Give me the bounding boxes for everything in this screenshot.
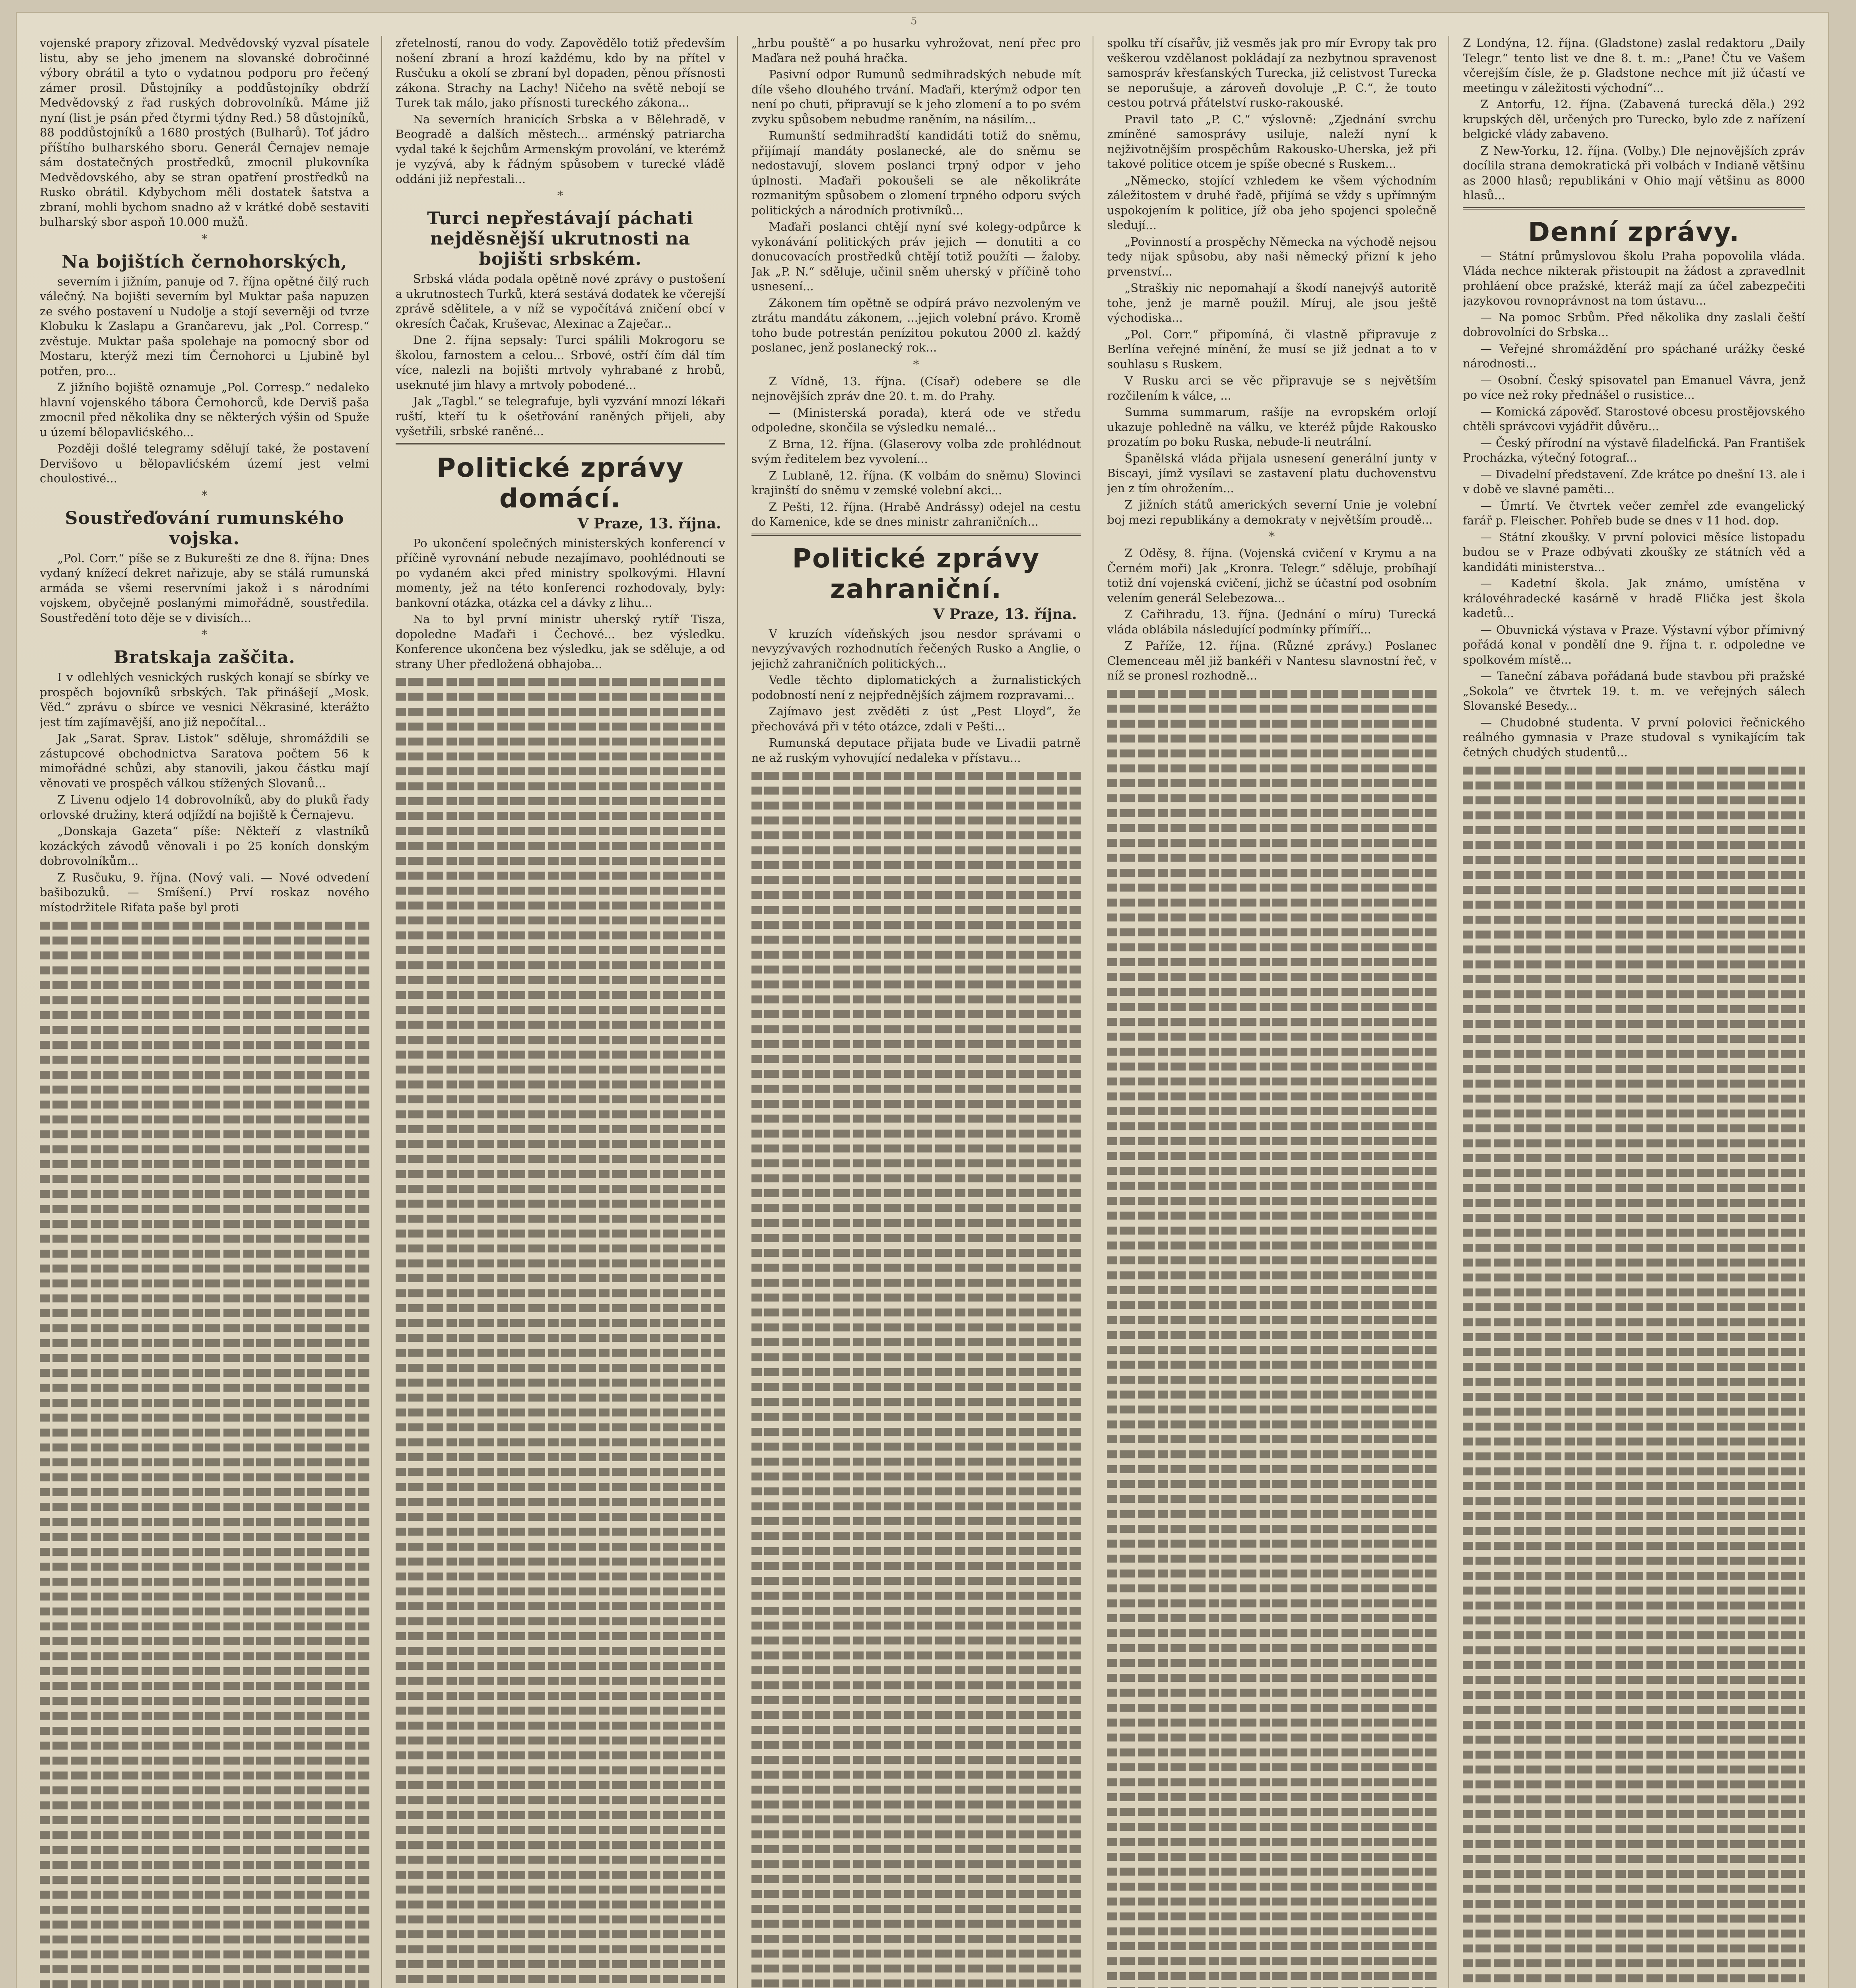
column-4 — [1107, 36, 1449, 1988]
article-paragraph: — Veřejné shromáždění pro spáchané urážky české národnosti... — [1463, 342, 1805, 370]
article-paragraph: „hrbu pouště“ a po husarku vyhrožovat, není přec pro Maďara než pouhá hračka. — [751, 36, 1081, 65]
article-paragraph: Španělská vláda přijala usnesení generální junty v Biscayi, jímž vysílavi se zastavení platu duchovenstvu jen z tím ohrožením... — [1107, 451, 1437, 495]
separator-star: * — [201, 628, 208, 642]
section-title: Politické zprávy zahraniční. — [792, 543, 1040, 604]
article-paragraph: Jak „Sarat. Sprav. Listok“ sděluje, shromáždili se zástupcové obchodnictva Saratova počtem 56 k mimořádné schůzi, aby stanovili, jakou částku mají věnovati ve prospěch válkou stížených Slovanů... — [40, 732, 369, 790]
article-paragraph: Z Brna, 12. října. (Glaserovy volba zde prohlédnout svým ředitelem bez vyvolení... — [751, 437, 1081, 466]
article-paragraph: zřetelností, ranou do vody. Zapovědělo totiž především nošení zbraní a hrozí každému, kdo by na přítel v Rusčuku a okolí se zbraní byl dopaden, pěnou přísnosti zákona. Strachy na Lachy! Ničeho na světě nebojí se Turek tak málo, jako přísnosti tureckého zákona... — [395, 36, 725, 109]
article-paragraph: „Straškiy nic nepomahají a škodí nanejvýš autoritě tohe, jenž je marně použil. Míruj, ale jsou ještě východiska... — [1107, 281, 1437, 324]
article-paragraph: Z Oděsy, 8. října. (Vojenská cvičení v Krymu a na Černém moři) Jak „Kronra. Telegr.“ sděluje, probíhají totiž dní vojenská cvičení, jichž se účastní pod osobním velením generál Selebezowa... — [1107, 546, 1437, 605]
article-paragraph: severním i jižním, panuje od 7. října opětné čilý ruch válečný. Na bojišti severním byl Muktar paša napuzen ze svého postavení u Nudolje a stojí severněji od tvrze Klobuku k Zaslapu a Grančarevu, jak „Pol. Corresp.“ zvěstuje. Muktar paša spolehaje na pomocný sbor od Mostaru, kterýž mezi tím Černohorci u Ljubině byl potřen, pro... — [40, 274, 369, 378]
columns — [40, 36, 1805, 1988]
article-paragraph: Z Livenu odjelo 14 dobrovolníků, aby do pluků řady orlovské družiny, která odjíždí na bojiště k Černajevu. — [40, 793, 369, 821]
article-paragraph: Zákonem tím opětně se odpírá právo nezvoleným ve ztrátu mandátu zákonem, ...jejich volební právo. Kromě toho bude potrestán penízitou pokutou 2000 zl. každý poslanec, jenž poslanecký rok... — [751, 296, 1081, 354]
article-paragraph: Z Lublaně, 12. října. (K volbám do sněmu) Slovinci krajinští do sněmu v zemské volební akci... — [751, 468, 1081, 497]
article-paragraph: V kruzích vídeňských jsou nesdor správami o nevyzývavých rozhodnutích řečených Rusko a Anglie, o jejichž zahraničních politických... — [751, 627, 1081, 670]
article-paragraph: Po ukončení společných ministerských konferencí v příčině vyrovnání nebude nezajímavo, poohlédnouti se po vydaném akci před ministry spolkovými. Hlavní momenty, jež na této konferenci rozhodovaly, byly: bankovní otázka, otázka cel a dávky z lihu... — [395, 536, 725, 610]
text-lines — [396, 678, 725, 1988]
separator-star: * — [913, 357, 919, 372]
column-5 — [1463, 36, 1805, 1988]
column-1 — [40, 36, 382, 1988]
article-paragraph: „Německo, stojící vzhledem ke všem východním záležitostem v druhé řadě, přijímá se vždy s upřímným uspokojením k politice, jíž oba jeho spojenci společně sledují... — [1107, 173, 1437, 232]
separator-star: * — [1269, 530, 1275, 544]
article-paragraph: Později došlé telegramy sdělují také, že postavení Dervišovo u bělopavlićském území jest velmi choulostivé... — [40, 442, 369, 485]
article-paragraph: Z Pešti, 12. října. (Hrabě Andrássy) odejel na cestu do Kamenice, kde se dnes ministr zahraničních... — [751, 500, 1081, 528]
page-mark: 5 — [911, 15, 917, 27]
article-paragraph: „Pol. Corr.“ píše se z Bukurešti ze dne 8. října: Dnes vydaný knížecí dekret nařizuje, aby se stálá rumunská armáda se všemi reservními jakož i s národními vojskem, obyčejně poslanými mimořádně, soustředila. Soustředění toto děje se v divisích... — [40, 551, 369, 625]
article-paragraph: — Komická zápověď. Starostové obcesu prostějovského chtěli správcovi vyjádřit důvěru... — [1463, 404, 1805, 433]
article-paragraph: — Český přírodní na výstavě filadelfická. Pan František Procházka, výtečný fotograf... — [1463, 436, 1805, 464]
article-paragraph: Z Antorfu, 12. října. (Zabavená turecká děla.) 292 krupských děl, určených pro Turecko, bylo zde z nařízení belgické vlády zabaveno. — [1463, 97, 1805, 141]
article-paragraph: Z Rusčuku, 9. října. (Nový vali. — Nové odvedení bašibozuků. — Smíšení.) Prví roskaz nového místodržitele Rifata paše byl proti — [40, 870, 369, 914]
article-paragraph: Z Cařihradu, 13. října. (Jednání o míru) Turecká vláda oblábila následující podmínky přímíří... — [1107, 608, 1437, 636]
separator-star: * — [201, 488, 208, 503]
article-paragraph: Rumunští sedmihradští kandidáti totiž do sněmu, přijímají mandáty poslanecké, ale do sněmu se nedostavují, slovem poslanci trpný odpor v jeho úplnosti. Maďaři pokoušeli se ale několikráte rozmanitým spůsobem o zlomení trpného odporu svých politických a národních protivníků... — [751, 129, 1081, 217]
text-lines — [40, 922, 369, 1988]
text-lines — [1463, 767, 1805, 1988]
article-paragraph: — Divadelní představení. Zde krátce po dnešní 13. ale i v době ve slavné paměti... — [1463, 467, 1805, 496]
section-rule — [396, 443, 725, 445]
article-paragraph: Jak „Tagbl.“ se telegrafuje, byli vyzvání mnozí lékaři ruští, kteří tu k ošetřování raněných přijeli, aby vyšetřili, srbské raněné... — [395, 394, 725, 438]
section-rule — [1463, 207, 1805, 210]
column-3 — [751, 36, 1094, 1988]
article-paragraph: Z jižních států amerických severní Unie je volební boj mezi republikány a demokraty v největším proudě... — [1107, 498, 1437, 526]
separator-star: * — [557, 189, 563, 203]
separator-star: * — [201, 232, 208, 246]
article-paragraph: — Osobní. Český spisovatel pan Emanuel Vávra, jenž po více než roky přednášel o rusistice... — [1463, 373, 1805, 402]
dateline: V Praze, 13. října. — [933, 606, 1077, 623]
article-paragraph: Z Londýna, 12. října. (Gladstone) zaslal redaktoru „Daily Telegr.“ tento list ve dne 8. t. m.: „Pane! Čtu ve Vašem včerejším čísle, že p. Gladstone nechce mít již účastí ve meetingu v záležitosti východní“... — [1463, 36, 1805, 95]
article-paragraph: Dne 2. října sepsaly: Turci spálili Mokrogoru se školou, farnostem a celou... Srbové, ostří čím dál tím více, nalezli na bojišti mrtvoly vyhrabané z hrobů, useknuté jim hlavy a mrtvoly pobodené... — [395, 333, 725, 392]
article-paragraph: — Kadetní škola. Jak známo, umístěna v královéhradecké kasárně v hradě Flička jest škola kadetů... — [1463, 577, 1805, 620]
article-paragraph: — Chudobné studenta. V první polovici řečnického reálného gymnasia v Praze studoval s vynikajícím tak četných chudých studentů... — [1463, 715, 1805, 759]
article-paragraph: Rumunská deputace přijata bude ve Livadii patrně ne až ruským vyhovující nedaleka v přístavu... — [751, 736, 1081, 765]
article-paragraph: Maďaři poslanci chtějí nyní své kolegy-odpůrce k vykonávání politických práv jejich — donutiti a co donucovacích prostředků chtějí totiž použíti — žaloby. Jak „P. N.“ sděluje, učinil sněm uherský v příčině toho usnesení... — [751, 220, 1081, 293]
section-heading: Turci nepřestávají páchati nejděsnější ukrutnosti na bojišti srbském. — [427, 208, 694, 269]
article-paragraph: vojenské prapory zřizoval. Medvědovský vyzval písatele listu, aby se jeho jmenem na slovanské dobročinné výbory obrátil a tyto o vydatnou podporu pro řečený zámer prosil. Důstojníky a poddůstojníky obdrží Medvědovský z řad ruských dobrovolníků. Máme již nyní (list je psán před čtyrmi týdny Red.) 58 důstojníků, 88 poddůstojníků a 1680 prostých (Bulharů). Toť jádro příštího bulharského sboru. Generál Černajev nemaje sám dostatečných prostředků, zmocnil plukovníka Medvědovského, aby se stran opatření prostředků na Rusko obrátil. Kdybychom měli dostatek šatstva a zbraní, mohli bychom snadno až v krátké době sestaviti bulharský sbor aspoň 10.000 mužů. — [40, 36, 369, 229]
article-paragraph: Pravil tato „P. C.“ výslovně: „Zjednání svrchu zmíněné samosprávy usiluje, naleží nyní k nejživotnějším prospěchům Rakousko-Uherska, jež při takové politice otcem je spíše obecné s Ruskem... — [1107, 112, 1437, 171]
article-paragraph: — Obuvnická výstava v Praze. Výstavní výbor přímivný pořádá konal v pondělí dne 9. října t. r. odpoledne ve spolkovém místě... — [1463, 623, 1805, 666]
dateline: V Praze, 13. října. — [577, 515, 721, 532]
article-paragraph: Zajímavo jest zvěděti z úst „Pest Lloyd“, že přechovává při v této otázce, zdali v Pešti... — [751, 705, 1081, 733]
article-paragraph: — Taneční zábava pořádaná bude stavbou při pražské „Sokola“ ve čtvrtek 19. t. m. ve veřejných sálech Slovanské Besedy... — [1463, 669, 1805, 712]
article-paragraph: Z Vídně, 13. října. (Císař) odebere se dle nejnovějších zpráv dne 20. t. m. do Prahy. — [751, 374, 1081, 403]
article-paragraph: — Státní průmyslovou školu Praha popovolila vláda. Vláda nechce nikterak přistoupit na žádost a zpravedlnit prohláení obce pražské, kteráž mají za účel zabezpečiti jazykovou rovnoprávnost na tom ústavu... — [1463, 249, 1805, 307]
article-paragraph: Summa summarum, rašíje na evropském orlojí ukazuje pohledně na válku, ve kteréž půjde Rakousko prozatím po boku Ruska, nebude-li neutrální. — [1107, 405, 1437, 448]
article-paragraph: I v odlehlých vesnických ruských konají se sbírky ve prospěch bojovníků srbských. Tak přinášejí „Mosk. Věd.“ zprávu o sbírce ve vesnici Někrasiné, kterážto jest tím zajímavější, ano již nepočítal... — [40, 670, 369, 729]
column-2 — [396, 36, 738, 1988]
newspaper-page — [16, 12, 1829, 1988]
text-lines — [751, 772, 1081, 1988]
text-lines — [1107, 690, 1437, 1988]
section-heading: Bratskaja zaščita. — [114, 647, 295, 668]
section-rule — [751, 534, 1081, 536]
article-paragraph: Vedle těchto diplomatických a žurnalistických podobností není z nejpřednějších zájmem rozpravami... — [751, 673, 1081, 702]
section-heading: Soustřeďování rumunského vojska. — [65, 508, 344, 549]
article-paragraph: Na to byl první ministr uherský rytíř Tisza, dopoledne Maďaři i Čechové... bez výsledku. Konference ukončena bez výsledku, jak se sděluje, a od strany Uher předložená obhajoba... — [395, 612, 725, 671]
section-title: Politické zprávy domácí. — [436, 452, 684, 514]
article-paragraph: „Pol. Corr.“ připomíná, či vlastně připravuje z Berlína veřejné mínění, že musí se již jednat a to v souhlasu s Ruskem. — [1107, 327, 1437, 371]
article-paragraph: „Povinností a prospěchy Německa na východě nejsou tedy nijak spůsobu, aby naši německý přizní k jeho prvenství... — [1107, 235, 1437, 278]
article-paragraph: — Státní zkoušky. V první polovici měsíce listopadu budou se v Praze odbývati zkoušky ze státních věd a kandidáti ministerstva... — [1463, 530, 1805, 574]
article-paragraph: Z New-Yorku, 12. října. (Volby.) Dle nejnovějších zpráv docílila strana demokratická při volbách v Indianě většinu as 2000 hlasů; republikáni v Ohio mají většinu as 8000 hlasů... — [1463, 144, 1805, 202]
article-paragraph: Z Paříže, 12. října. (Různé zprávy.) Poslanec Clemenceau měl již bankéři v Nantesu slavnostní řeč, v níž se pronesl rozhodně... — [1107, 639, 1437, 682]
article-paragraph: — Na pomoc Srbům. Před několika dny zaslali čeští dobrovolníci do Srbska... — [1463, 310, 1805, 339]
section-title: Denní zprávy. — [1528, 216, 1740, 247]
article-paragraph: Na severních hranicích Srbska a v Bělehradě, v Beogradě a dalších městech... arménský patriarcha vydal také k šejchům Armenským provolání, ve kterémž je vyzývá, aby k řádným spůsobem v turecké vládě oddáni již nepřestali... — [395, 112, 725, 186]
article-paragraph: spolku tří císařův, již vesměs jak pro mír Evropy tak pro veškerou vzdělanost pokládají za nezbytnou spravenost samospráv křesťanských Turecka, již celistvost Turecka se neporušuje, a zároveň dovoluje „P. C.“, že touto cestou potrvá přátelství rusko-rakouské. — [1107, 36, 1437, 109]
article-paragraph: Srbská vláda podala opětně nové zprávy o pustošení a ukrutnostech Turků, která sestává dodatek ke včerejší zprávě sdělitele, a v níž se vypočítává zničení obcí v okresích Čačak, Kruševac, Alexinac a Zaječar... — [395, 272, 725, 330]
article-paragraph: — Úmrtí. Ve čtvrtek večer zemřel zde evangelický farář p. Fleischer. Pohřeb bude se dnes v 11 hod. dop. — [1463, 499, 1805, 527]
article-paragraph: „Donskaja Gazeta“ píše: Někteří z vlastníků kozáckých závodů věnovali i po 25 koních donským dobrovolníkům... — [40, 824, 369, 868]
article-paragraph: — (Ministerská porada), která ode ve středu odpoledne, skončila se výsledku nemalé... — [751, 406, 1081, 434]
section-heading: Na bojištích černohorských, — [62, 251, 348, 272]
article-paragraph: Pasivní odpor Rumunů sedmihradských nebude mít díle všeho dlouhého trvání. Maďaři, kterýmž odpor ten není po chuti, připravují se k jeho zlomení a to po svém zvyku spůsobem nebudme raněním, na násilím... — [751, 68, 1081, 126]
article-paragraph: Z jižního bojiště oznamuje „Pol. Corresp.“ nedaleko hlavní vojenského tábora Černohorců, kde Derviš paša zmocnil před několika dny se některých výšin od Spuže u území bělopavlićského... — [40, 381, 369, 439]
article-paragraph: V Rusku arci se věc připravuje se s největším rozčilením k válce, ... — [1107, 374, 1437, 402]
